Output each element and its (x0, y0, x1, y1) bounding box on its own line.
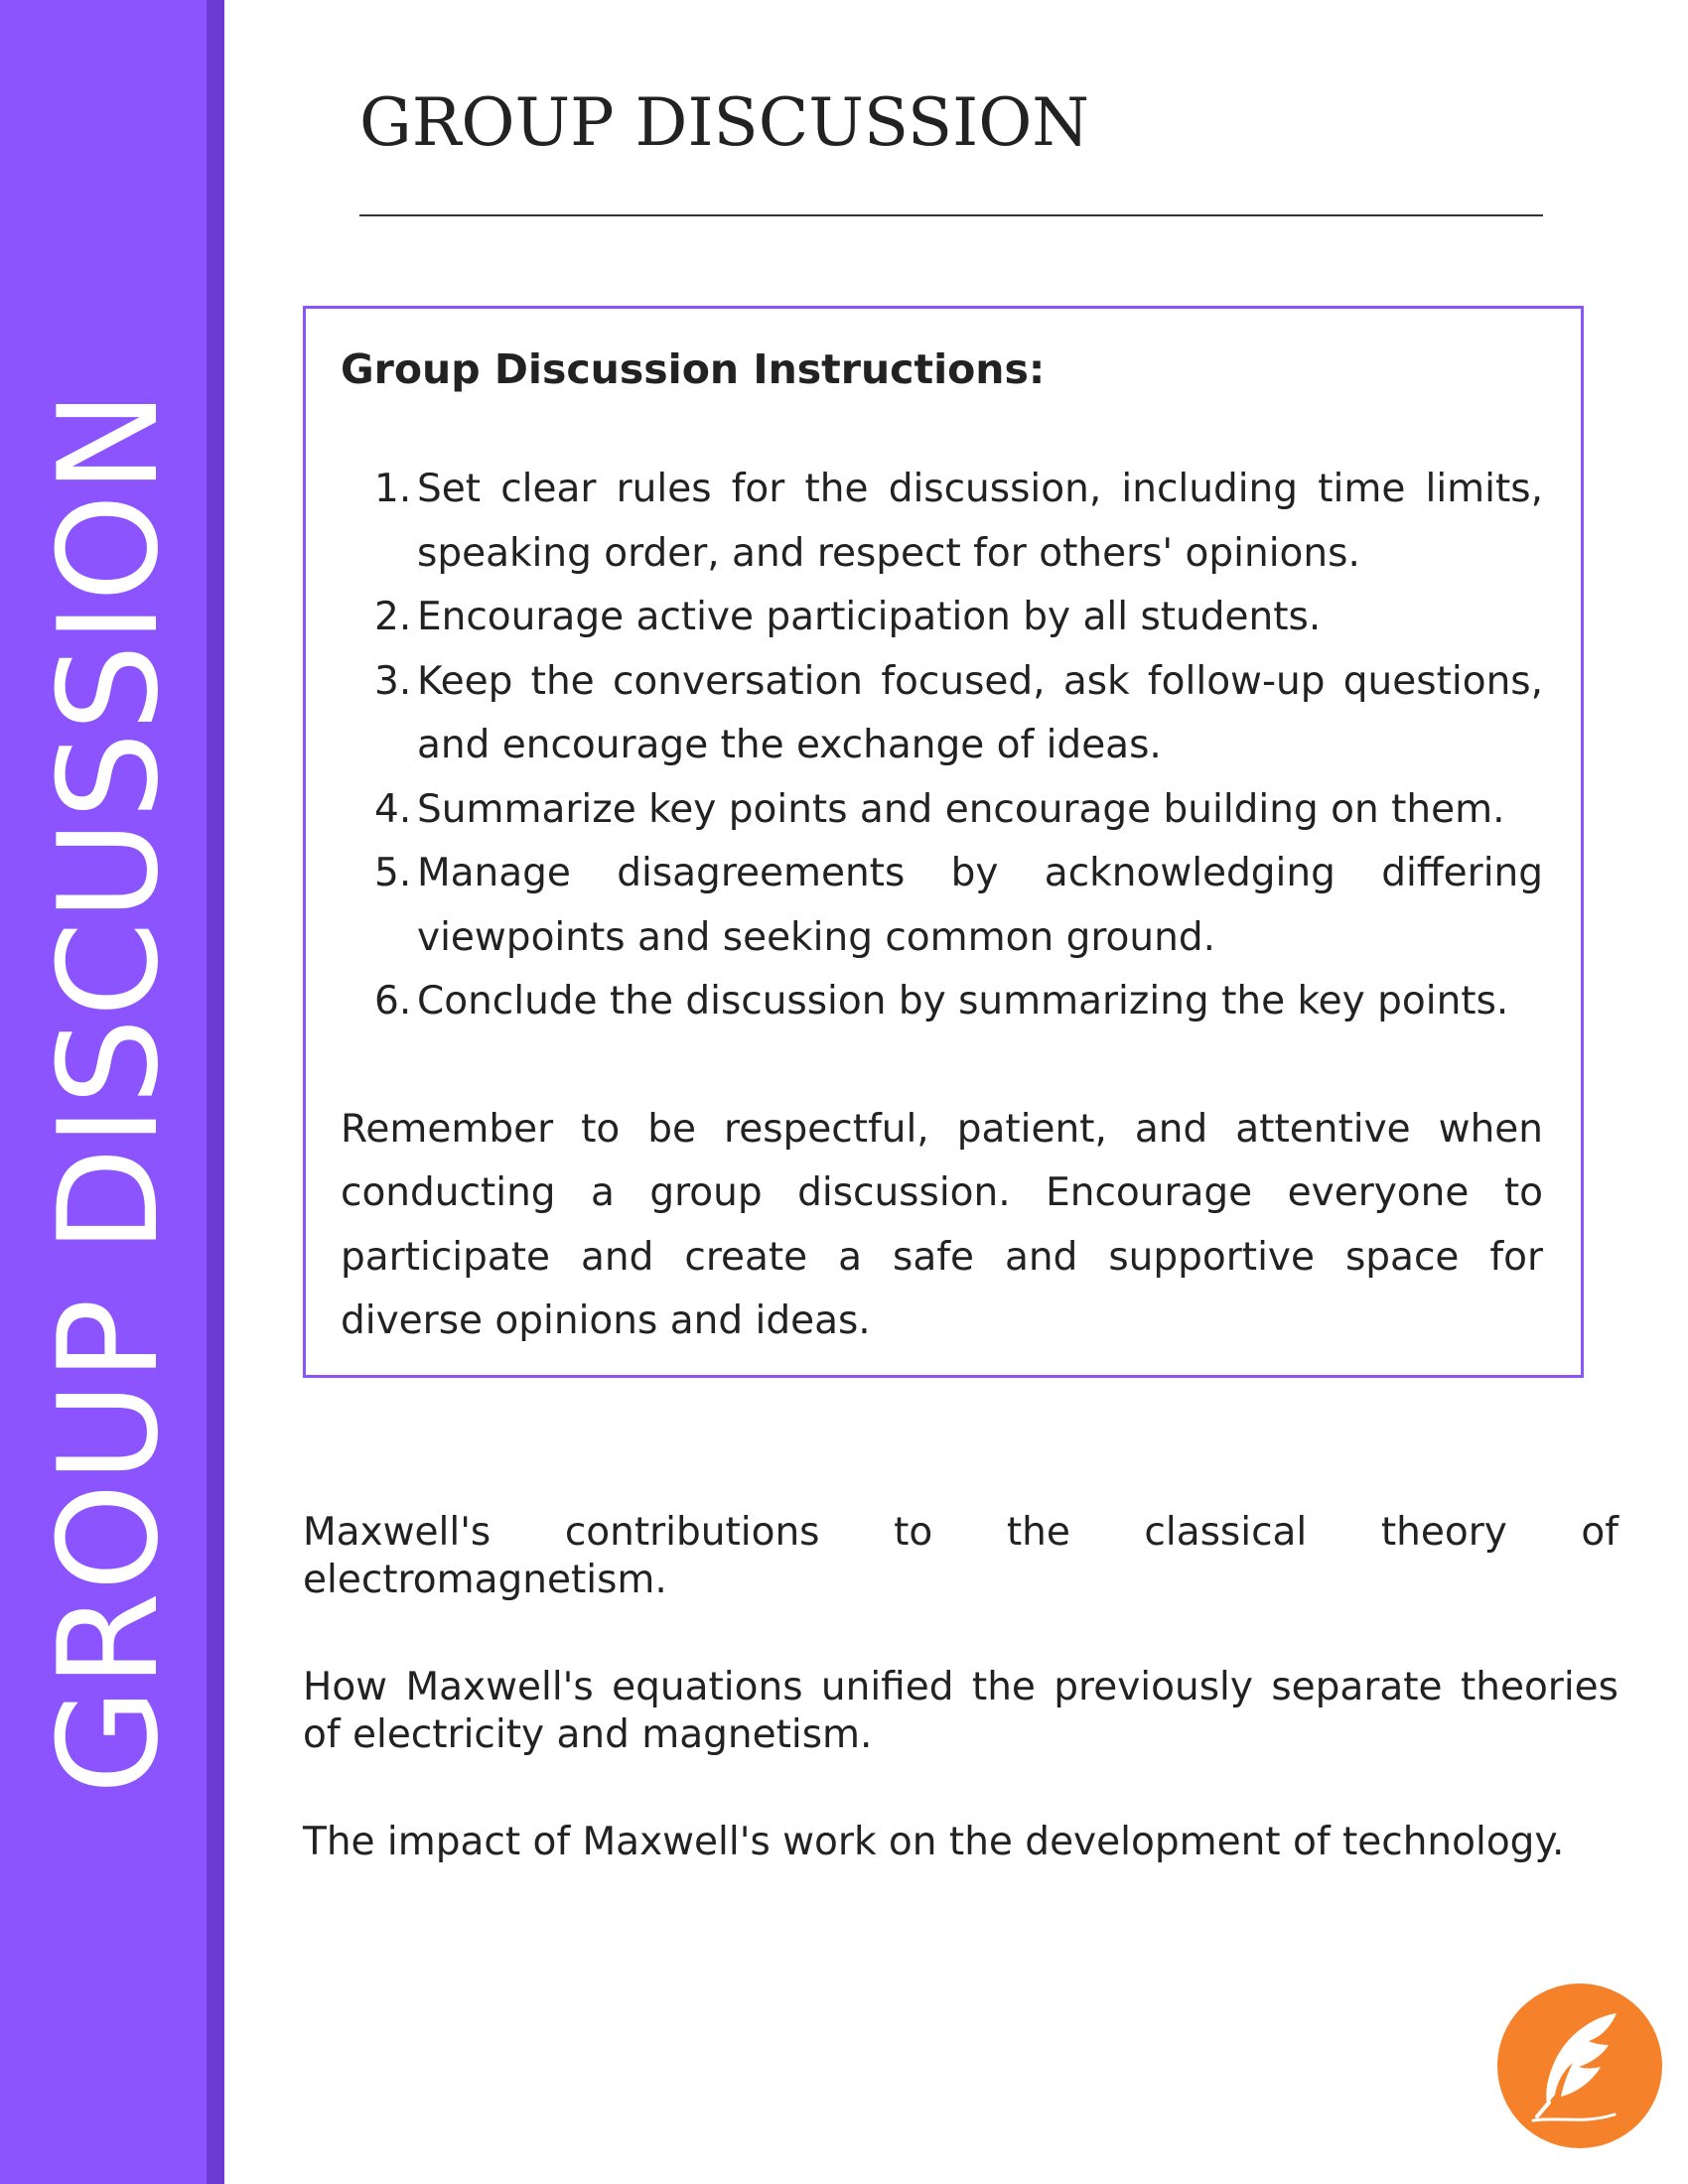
instructions-heading: Group Discussion Instructions: (341, 345, 1046, 393)
step-number: 1. (374, 467, 412, 512)
instruction-step (341, 842, 1543, 970)
step-number: 5. (374, 851, 412, 896)
instruction-step (341, 650, 1543, 778)
step-text: Set clear rules for the discussion, including time limits, speaking order, and respect for others' opinions. (417, 467, 1543, 576)
step-text: Conclude the discussion by summarizing the key points. (417, 979, 1509, 1024)
step-text: Keep the conversation focused, ask follow-up questions, and encourage the exchange of ideas. (417, 658, 1543, 768)
instructions-box (303, 306, 1584, 1378)
step-number: 2. (374, 595, 412, 640)
discussion-topic: The impact of Maxwell's work on the development of technology. (303, 1820, 1565, 1864)
title-divider (359, 214, 1543, 216)
step-number: 4. (374, 786, 412, 832)
closing-paragraph: Remember to be respectful, patient, and attentive when conducting a group discussion. Encourage everyone to participate and create a safe and supportive space for diverse opinions and ideas. (341, 1106, 1543, 1344)
step-text: Summarize key points and encourage building on them. (417, 786, 1505, 832)
page-title: GROUP DISCUSSION (359, 84, 1090, 161)
quill-feather-icon (1497, 1983, 1662, 2148)
sidebar-band (0, 0, 207, 2184)
discussion-topics (303, 1509, 1618, 1926)
instruction-step (341, 586, 1543, 650)
instruction-step (341, 778, 1543, 843)
sidebar-vertical-title: GROUP DISCUSSION (29, 389, 189, 1795)
discussion-topic: How Maxwell's equations unified the previously separate theories of electricity and magnetism. (303, 1665, 1618, 1757)
discussion-topic: Maxwell's contributions to the classical theory of electromagnetism. (303, 1510, 1618, 1602)
step-number: 6. (374, 979, 412, 1024)
step-text: Encourage active participation by all students. (417, 595, 1322, 640)
step-number: 3. (374, 658, 412, 704)
sidebar-edge-stripe (207, 0, 224, 2184)
instructions-list (341, 458, 1543, 1034)
brand-logo (1497, 1983, 1662, 2148)
step-text: Manage disagreements by acknowledging differing viewpoints and seeking common ground. (417, 851, 1543, 960)
instruction-step (341, 970, 1543, 1034)
instruction-step (341, 458, 1543, 586)
